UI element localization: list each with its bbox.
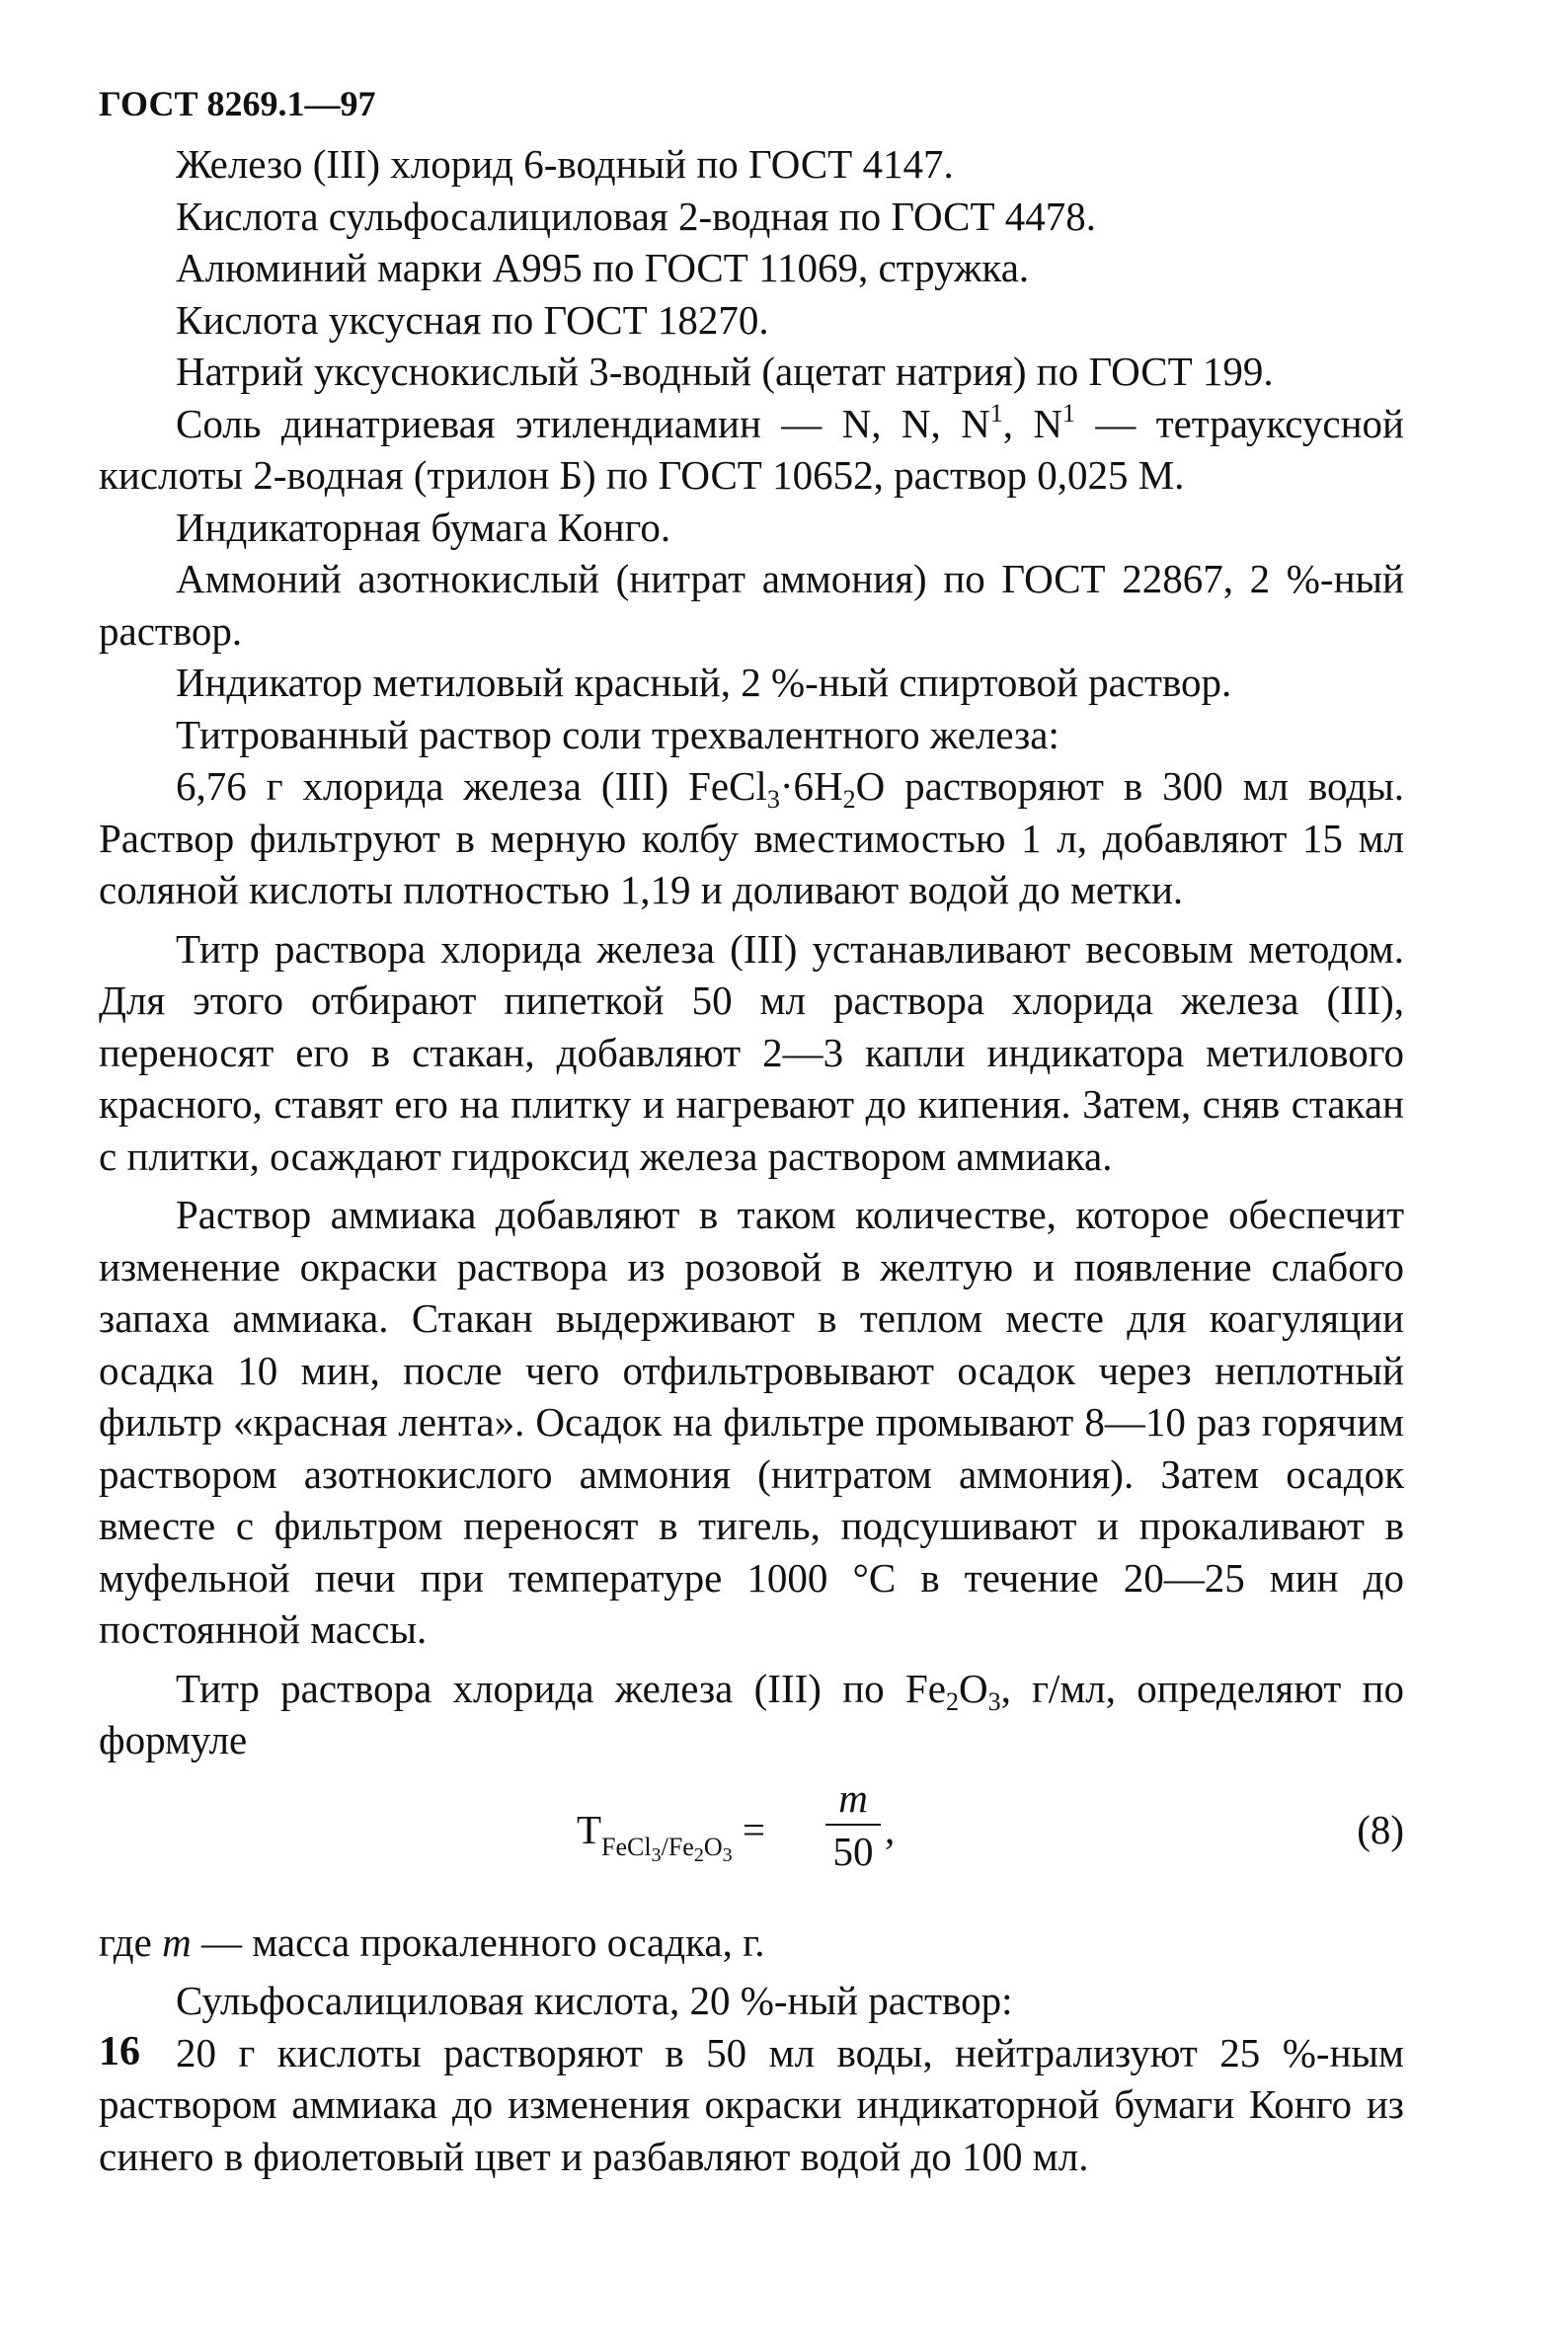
- paragraph: [99, 191, 1404, 243]
- paragraph: [99, 1975, 1404, 2027]
- paragraph: [99, 242, 1404, 294]
- text-line: Сульфосалициловая кислота, 20 %-ный раствор:: [176, 1978, 1013, 2023]
- text-run: O растворяют в 300 мл воды. Раствор фильтруют в мерную колбу вместимостью 1 л, добавляют 15 мл соляной кислоты плотностью 1,19 и доливают водой до метки.: [99, 763, 1404, 912]
- text-line: 20 г кислоты растворяют в 50 мл воды, нейтрализуют 25 %-ным раствором аммиака до изменения окраски индикаторной бумаги Конго из синего в фиолетовый цвет и разбавляют водой до 100 мл.: [99, 2029, 1404, 2179]
- subscript: 2: [842, 785, 856, 814]
- paragraph: [99, 2027, 1404, 2183]
- paragraph: [99, 138, 1404, 191]
- text-line: Кислота сульфосалициловая 2-водная по ГОСТ 4478.: [176, 193, 1097, 239]
- text-run: O: [958, 1665, 988, 1711]
- text-run: — тетрауксусной кислоты 2-водная (трилон Б) по ГОСТ 10652, раствор 0,025 М.: [99, 400, 1404, 498]
- text-run: , г/мл, определяют по формуле: [99, 1665, 1404, 1762]
- paragraph: [99, 346, 1404, 398]
- paragraph: [99, 1189, 1404, 1656]
- paragraph: [99, 502, 1404, 554]
- document-header: ГОСТ 8269.1—97: [99, 84, 376, 123]
- formula-subscript-index: 2: [693, 1843, 704, 1866]
- subscript: 2: [945, 1686, 959, 1716]
- paragraph: [99, 760, 1404, 916]
- text-run: — масса прокаленного осадка, г.: [191, 1918, 765, 1965]
- formula-fraction: [825, 1774, 881, 1875]
- fraction-denominator: 50: [832, 1828, 874, 1874]
- paragraph: [99, 923, 1404, 1183]
- formula-subscript-index: 3: [651, 1843, 662, 1866]
- text-line: Аммоний азотнокислый (нитрат аммония) по ГОСТ 22867, 2 %-ный раствор.: [99, 556, 1404, 654]
- formula-symbol: T: [577, 1806, 602, 1852]
- formula-subscript: [601, 1832, 733, 1866]
- paragraph: [99, 553, 1404, 657]
- variable: m: [162, 1918, 192, 1965]
- paragraph: [99, 657, 1404, 709]
- text-line: Кислота уксусная по ГОСТ 18270.: [176, 296, 769, 343]
- page-number: 16: [99, 2029, 140, 2074]
- superscript: 1: [989, 398, 1003, 428]
- text-line: Индикаторная бумага Конго.: [176, 504, 671, 550]
- text-run: Титр раствора хлорида железа (III) по Fe: [176, 1665, 946, 1711]
- text-line: Железо (III) хлорид 6-водный по ГОСТ 4147.: [176, 141, 954, 187]
- formula-equals: =: [732, 1806, 766, 1852]
- paragraph: [99, 294, 1404, 347]
- fraction-numerator: m: [838, 1774, 868, 1821]
- fraction-bar: [825, 1824, 881, 1826]
- paragraph: [99, 1916, 1404, 1969]
- formula-subscript-part: FeCl: [601, 1832, 652, 1861]
- paragraph: [99, 398, 1404, 502]
- text-line: Титр раствора хлорида железа (III) устанавливают весовым методом. Для этого отбирают пипеткой 50 мл раствора хлорида железа (III), переносят его в стакан, добавляют 2—3 капли индикатора метилового красного, ставят его на плитку и нагревают до кипения. Затем, сняв стакан с плитки, осаждают гидроксид железа раствором аммиака.: [99, 925, 1404, 1179]
- text-line: Алюминий марки А995 по ГОСТ 11069, стружка.: [176, 245, 1030, 290]
- document-body: [99, 138, 1404, 2182]
- paragraph: [99, 709, 1404, 761]
- paragraph: [99, 1663, 1404, 1766]
- text-line: Индикатор метиловый красный, 2 %-ный спиртовой раствор.: [176, 660, 1232, 705]
- text-run: 6,76 г хлорида железа (III) FeCl: [176, 763, 767, 809]
- superscript: 1: [1061, 398, 1075, 428]
- text-line: Титрованный раствор соли трехвалентного железа:: [176, 711, 1059, 757]
- text-run: Соль динатриевая этилендиамин — N, N, N: [176, 400, 990, 446]
- formula-comma: ,: [885, 1806, 896, 1852]
- formula-block: [99, 1774, 1404, 1903]
- subscript: 3: [766, 785, 780, 814]
- text-line: Натрий уксуснокислый 3-водный (ацетат натрия) по ГОСТ 199.: [176, 349, 1274, 394]
- formula-subscript-index: 3: [722, 1843, 733, 1866]
- equation-number: (8): [1357, 1806, 1404, 1852]
- text-run: , N: [1002, 400, 1062, 446]
- text-run: где: [99, 1918, 163, 1965]
- subscript: 3: [987, 1686, 1001, 1716]
- formula-expression: [577, 1804, 765, 1882]
- text-line: Раствор аммиака добавляют в таком количестве, которое обеспечит изменение окраски раствора из розовой в желтую и появление слабого запаха аммиака. Стакан выдерживают в теплом месте для коагуляции осадка 10 мин, после чего отфильтровывают осадок через неплотный фильтр «красная лента». Осадок на фильтре промывают 8—10 раз горячим раствором азотнокислого аммония (нитратом аммония). Затем осадок вместе с фильтром переносят в тигель, подсушивают и прокаливают в муфельной печи при температуре 1000 °С в течение 20—25 мин до постоянной массы.: [99, 1192, 1404, 1652]
- text-run: ·6H: [779, 763, 843, 809]
- formula-subscript-part: /Fe: [661, 1832, 694, 1861]
- formula-subscript-part: O: [703, 1832, 723, 1861]
